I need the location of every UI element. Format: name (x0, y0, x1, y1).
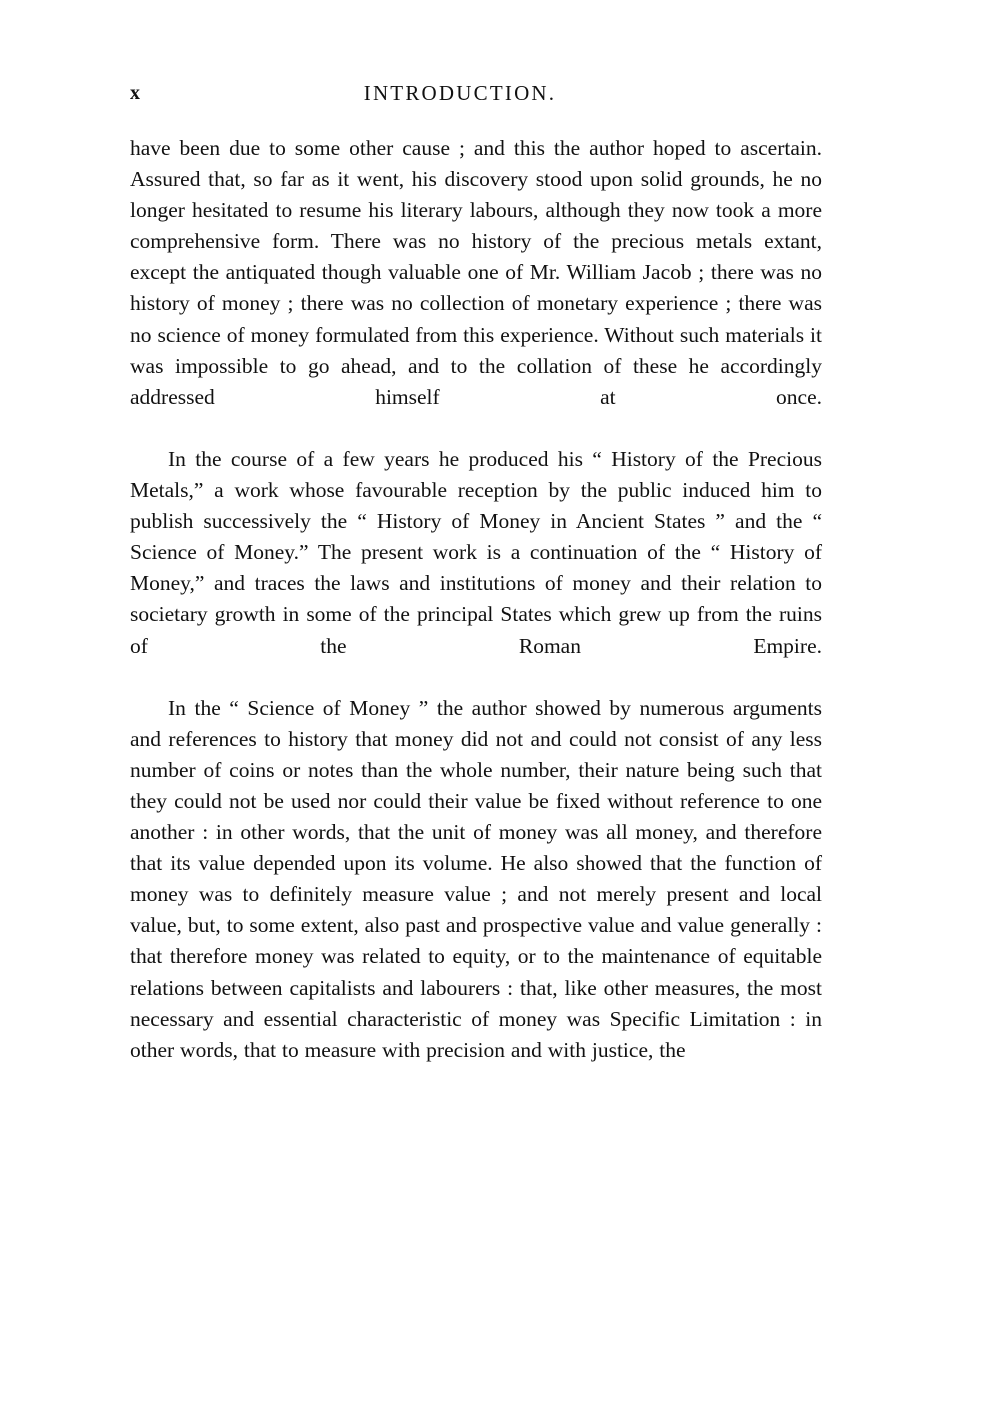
paragraph: In the “ Science of Money ” the author showed by numerous arguments and references to history that money did not and could not consist of any less number of coins or notes than the whole number, their nature being such that they could not be used nor could their value be fixed without reference to one another : in other words, that the unit of money was all money, and therefore that its value depended upon its volume. He also showed that the function of money was to definitely measure value ; and not merely present and local value, but, to some extent, also past and prospective value and value generally : that therefore money was related to equity, or to the maintenance of equitable relations between capitalists and labourers : that, like other measures, the most necessary and essential characteristic of money was Specific Limitation : in other words, that to measure with precision and with justice, the (130, 695, 822, 1062)
running-head-title: INTRODUCTION. (363, 81, 557, 105)
page-number: x (130, 82, 141, 104)
running-head (130, 78, 822, 108)
paragraph: have been due to some other cause ; and this the author hoped to ascertain. Assured that, so far as it went, his discovery stood upon solid grounds, he no longer hesitated to resume his literary labours, although they now took a more comprehensive form. There was no history of the precious metals extant, except the antiquated though valuable one of Mr. William Jacob ; there was no history of money ; there was no collection of monetary experience ; there was no science of money formulated from this experience. Without such materials it was impossible to go ahead, and to the collation of these he accordingly addressed himself at once. (130, 136, 822, 409)
paragraph: In the course of a few years he produced his “ History of the Precious Metals,” a work whose favourable reception by the public induced him to publish successively the “ History of Money in Ancient States ” and the “ Science of Money.” The present work is a continuation of the “ History of Money,” and traces the laws and institutions of money and their relation to societary growth in some of the principal States which grew up from the ruins of the Roman Empire. (130, 446, 822, 658)
body-text-block (130, 133, 822, 1066)
